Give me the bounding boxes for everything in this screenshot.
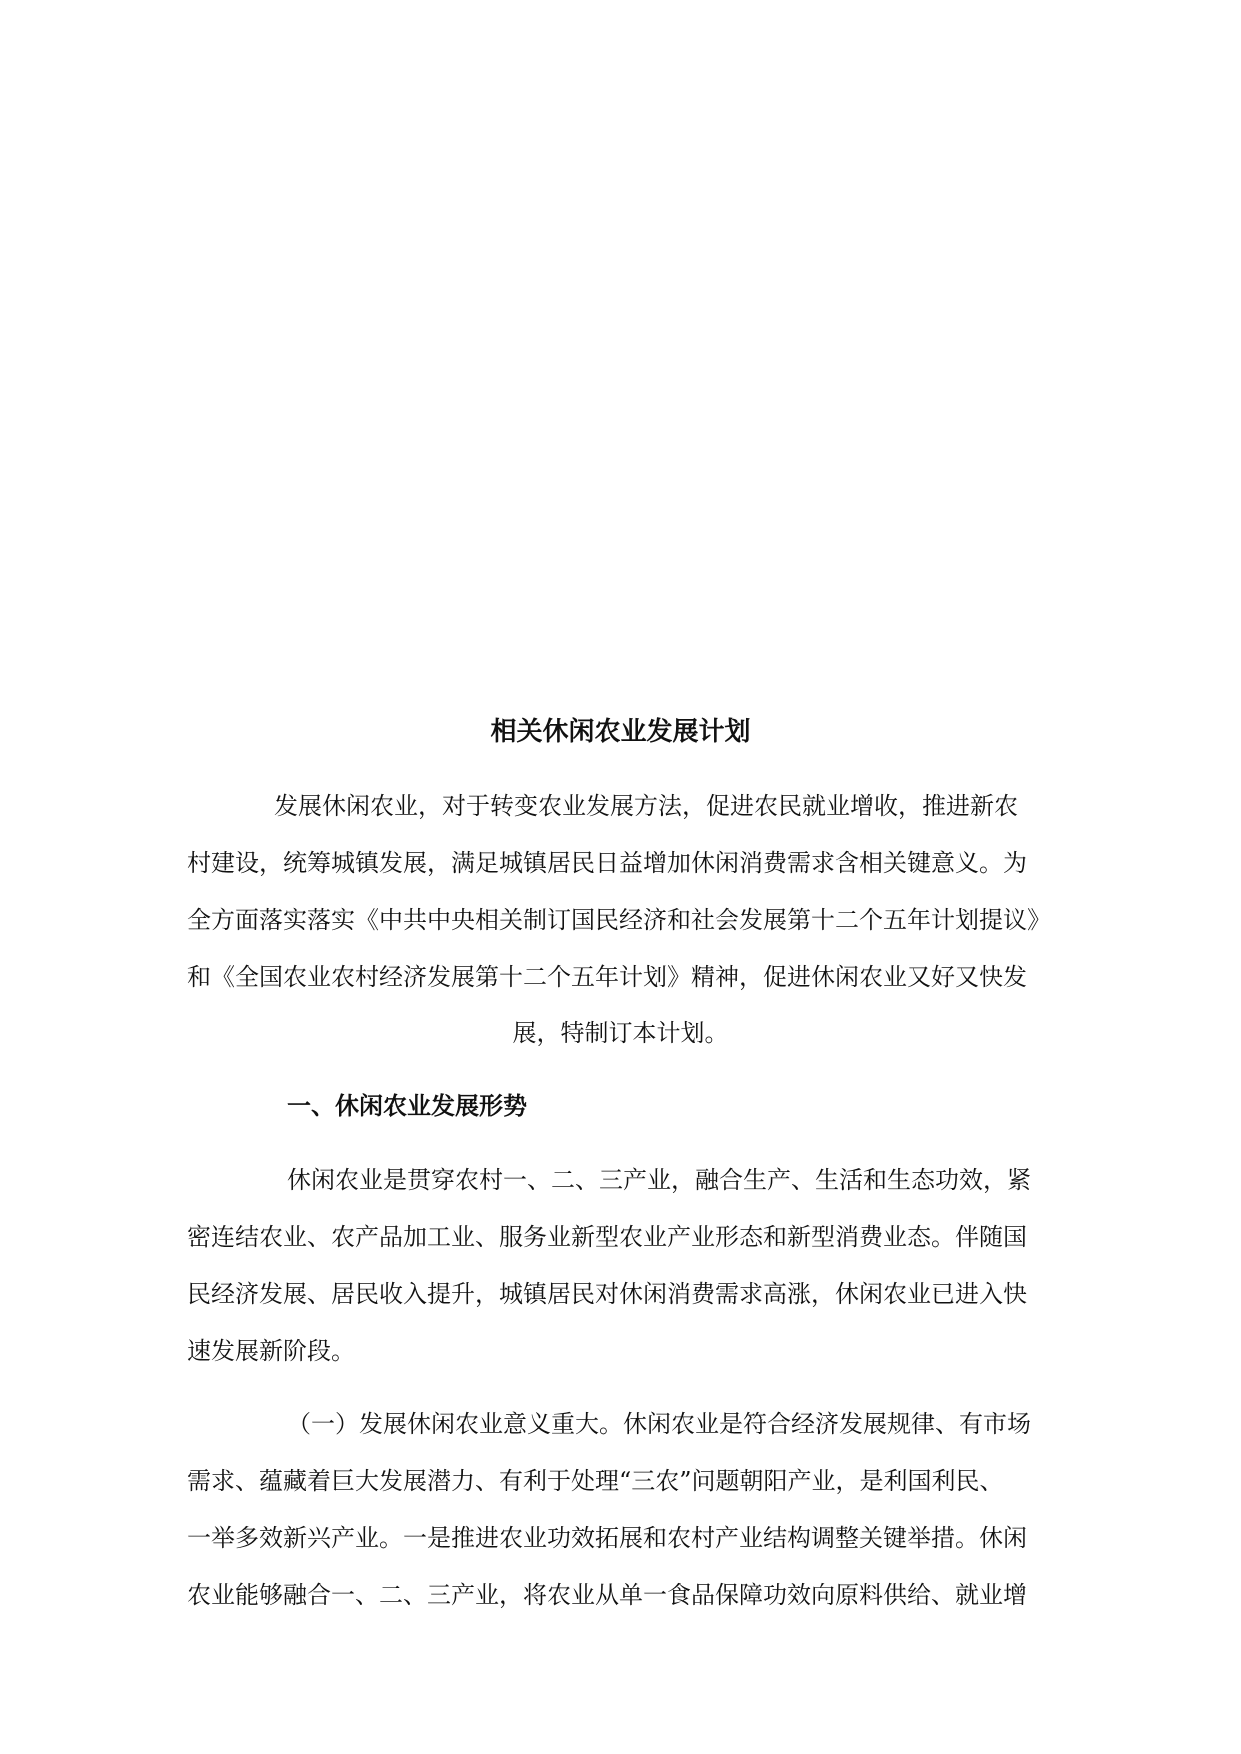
para2-line-3: 一举多效新兴产业。一是推进农业功效拓展和农村产业结构调整关键举措。休闲 xyxy=(187,1524,1027,1552)
section-heading: 一、休闲农业发展形势 xyxy=(287,1092,527,1120)
para2-line-4: 农业能够融合一、二、三产业，将农业从单一食品保障功效向原料供给、就业增 xyxy=(187,1581,1027,1609)
para1-line-4: 速发展新阶段。 xyxy=(187,1337,355,1365)
intro-line-4: 和《全国农业农村经济发展第十二个五年计划》精神，促进休闲农业又好又快发 xyxy=(187,963,1027,991)
para2-line-1: （一）发展休闲农业意义重大。休闲农业是符合经济发展规律、有市场 xyxy=(287,1410,1031,1438)
document-title: 相关休闲农业发展计划 xyxy=(490,717,751,747)
intro-line-1: 发展休闲农业，对于转变农业发展方法，促进农民就业增收，推进新农 xyxy=(274,792,1018,820)
intro-line-5: 展，特制订本计划。 xyxy=(512,1019,729,1047)
intro-line-3: 全方面落实落实《中共中央相关制订国民经济和社会发展第十二个五年计划提议》 xyxy=(187,906,1051,934)
intro-line-2: 村建设，统筹城镇发展，满足城镇居民日益增加休闲消费需求含相关键意义。为 xyxy=(187,849,1027,877)
para1-line-2: 密连结农业、农产品加工业、服务业新型农业产业形态和新型消费业态。伴随国 xyxy=(187,1223,1027,1251)
para1-line-3: 民经济发展、居民收入提升，城镇居民对休闲消费需求高涨，休闲农业已进入快 xyxy=(187,1280,1027,1308)
para2-line-2: 需求、蕴藏着巨大发展潜力、有利于处理“三农”问题朝阳产业，是利国利民、 xyxy=(187,1467,1004,1495)
para1-line-1: 休闲农业是贯穿农村一、二、三产业，融合生产、生活和生态功效，紧 xyxy=(287,1166,1031,1194)
